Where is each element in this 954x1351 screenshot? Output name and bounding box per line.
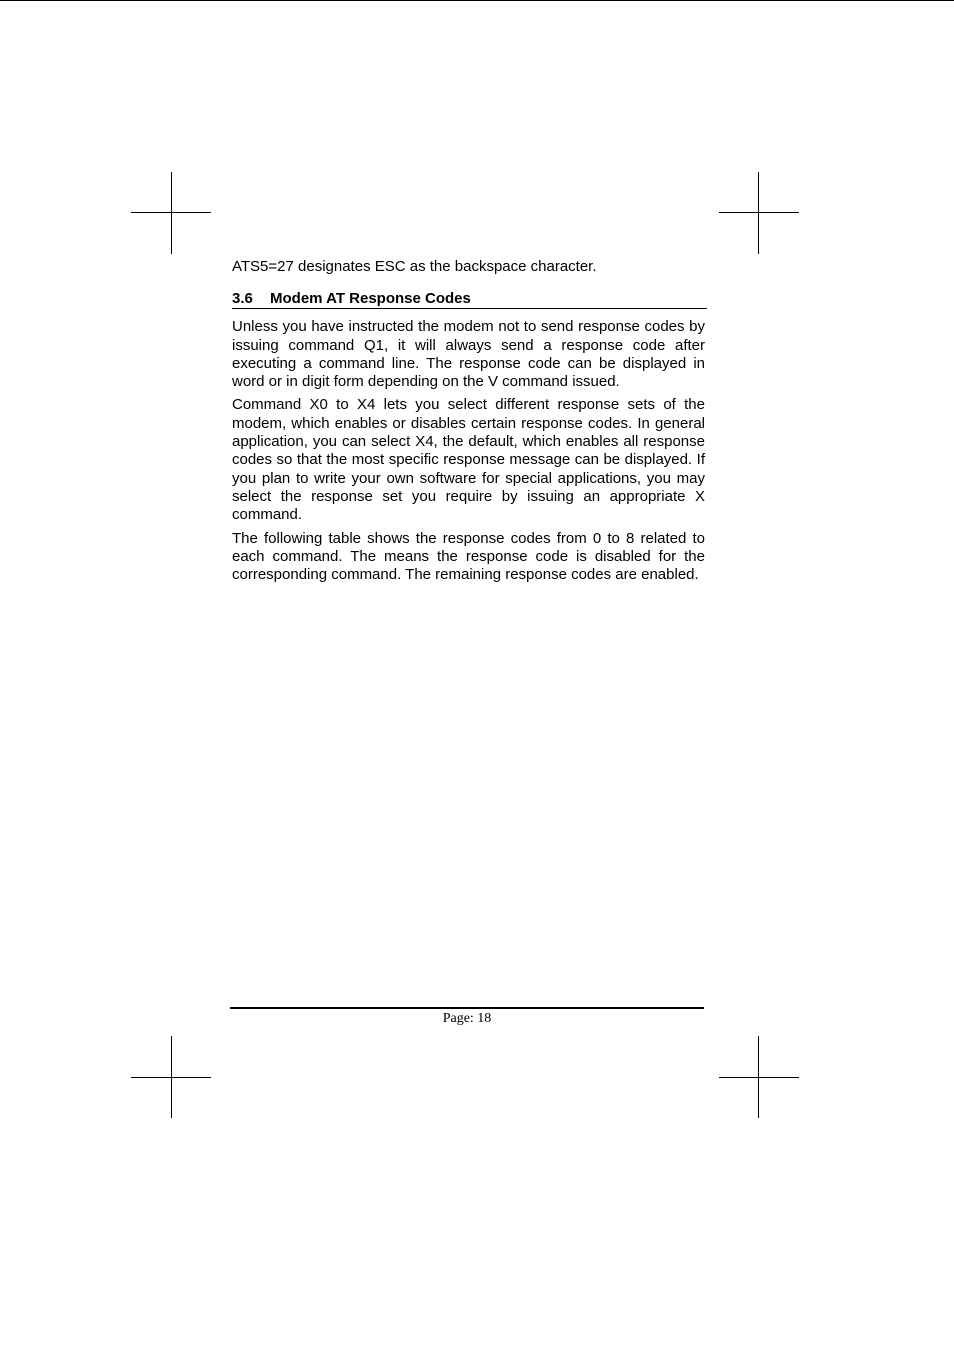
crop-mark xyxy=(719,1077,799,1078)
footer-rule xyxy=(230,1007,704,1009)
intro-line: ATS5=27 designates ESC as the backspace character. xyxy=(232,258,597,275)
section-title: Modem AT Response Codes xyxy=(270,290,471,308)
section-number: 3.6 xyxy=(232,290,253,308)
paragraph: Command X0 to X4 lets you select different response sets of the modem, which enables or disables certain response codes. In general application, you can select X4, the default, which enables all response codes so that the most specific response message can be displayed. If you plan to write your own software for special applications, you may select the response set you require by issuing an appropriate X command. xyxy=(232,396,705,524)
page-body xyxy=(232,258,705,589)
crop-mark xyxy=(131,1077,211,1078)
paragraph: Unless you have instructed the modem not to send response codes by issuing command Q1, it will always send a response code after executing a command line. The response code can be displayed in word or in digit form depending on the V command issued. xyxy=(232,318,705,391)
crop-mark xyxy=(758,172,759,254)
section-heading xyxy=(232,290,707,309)
crop-mark xyxy=(171,172,172,254)
top-border-line xyxy=(0,0,954,1)
page-number: Page: 18 xyxy=(442,1011,492,1026)
crop-mark xyxy=(131,212,211,213)
paragraph: The following table shows the response codes from 0 to 8 related to each command. The means the response code is disabled for the corresponding command. The remaining response codes are enabled. xyxy=(232,529,705,584)
crop-mark xyxy=(719,212,799,213)
